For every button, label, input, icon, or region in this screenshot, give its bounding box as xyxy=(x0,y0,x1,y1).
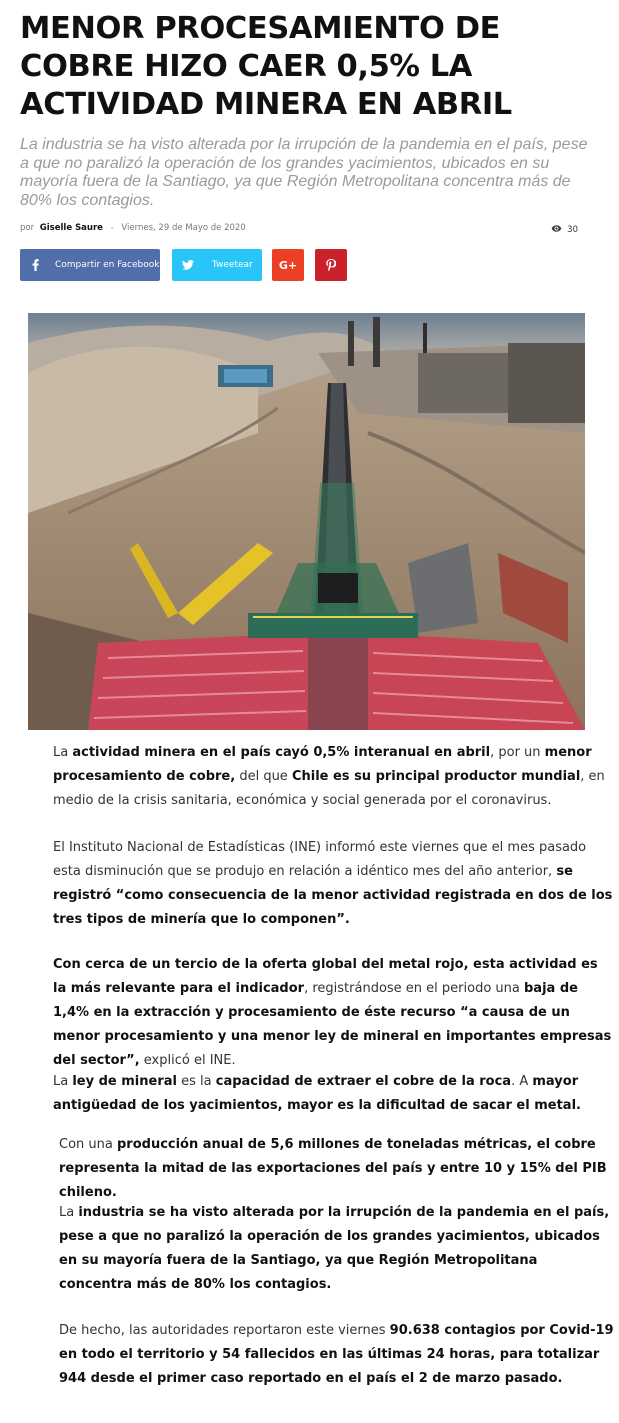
share-google-plus-button[interactable] xyxy=(272,249,304,281)
eye-icon xyxy=(551,223,562,237)
text-run: La xyxy=(53,745,73,760)
bold-text: Chile es su principal productor mundial xyxy=(291,769,581,784)
bold-text: producción anual de 5,6 millones de toneladas métricas, el cobre representa la mitad de las exportaciones del país y entre 10 y 15% del PIB chileno. xyxy=(59,1137,607,1200)
paragraph-1 xyxy=(53,741,613,813)
bold-text: Con cerca de un tercio de la oferta global del metal rojo, esta actividad es la más relevante para el indicador xyxy=(53,957,598,996)
bold-text: capacidad de extraer el cobre de la roca xyxy=(215,1074,512,1089)
paragraph-2 xyxy=(53,836,613,932)
bold-text: ley de mineral xyxy=(72,1074,177,1089)
facebook-icon xyxy=(29,258,41,272)
bold-text: industria se ha visto alterada por la irrupción de la pandemia en el país, pese a que no paralizó la operación de los grandes yacimientos, ubicados en su mayoría fuera de la Santiago, ya que Región Metropolitana concentra más de 80% los contagios. xyxy=(59,1205,610,1292)
share-facebook-label: Compartir en Facebook xyxy=(55,260,160,270)
meta-separator: - xyxy=(110,223,114,233)
pinterest-icon xyxy=(325,258,337,272)
text-run: , por un xyxy=(490,745,545,760)
share-pinterest-button[interactable] xyxy=(315,249,347,281)
article-subtitle: La industria se ha visto alterada por la irrupción de la pandemia en el país, pese a que no paralizó la operación de los grandes yacimientos, ubicados en su mayoría fuera de la Santiago, ya que Región Metropolitana concentra más de 80% los contagios. xyxy=(20,136,588,209)
view-count xyxy=(551,223,578,237)
bold-text: 90.638 contagios por Covid-19 en todo el territorio y 54 fallecidos en las últimas 24 horas, para totalizar 944 desde el primer caso reportado en el país el 2 de marzo pasado. xyxy=(59,1323,614,1386)
twitter-icon xyxy=(182,258,194,272)
bold-text: se registró “como consecuencia de la menor actividad registrada en dos de los tres tipos de minería que lo componen”. xyxy=(53,864,613,927)
paragraph-5 xyxy=(59,1133,614,1205)
article-photo-mine-conveyor xyxy=(28,313,585,730)
bold-text: mayor antigüedad de los yacimientos, mayor es la dificultad de sacar el metal. xyxy=(53,1074,581,1113)
view-count-value: 30 xyxy=(567,225,578,235)
text-run: La xyxy=(53,1074,73,1089)
share-twitter-button[interactable] xyxy=(172,249,262,281)
meta-by-label: por xyxy=(20,223,35,233)
paragraph-4 xyxy=(53,1070,613,1118)
article-title: MENOR PROCESAMIENTO DE COBRE HIZO CAER 0,5% LA ACTIVIDAD MINERA EN ABRIL xyxy=(20,11,512,122)
share-facebook-button[interactable] xyxy=(20,249,160,281)
text-run: , en medio de la crisis sanitaria, económica y social generada por el coronavirus. xyxy=(53,769,605,808)
text-run: De hecho, las autoridades reportaron este viernes xyxy=(59,1323,390,1338)
paragraph-3 xyxy=(53,953,613,1073)
text-run: explicó el INE. xyxy=(139,1053,236,1068)
text-run: , registrándose en el periodo una xyxy=(304,981,524,996)
text-run: Con una xyxy=(59,1137,117,1152)
author-link[interactable]: Giselle Saure xyxy=(39,223,103,233)
paragraph-7 xyxy=(59,1319,614,1391)
text-run: es la xyxy=(176,1074,216,1089)
bold-text: actividad minera en el país cayó 0,5% interanual en abril xyxy=(72,745,491,760)
publish-date: Viernes, 29 de Mayo de 2020 xyxy=(121,223,246,233)
google-plus-icon: G+ xyxy=(278,258,298,272)
text-run: La xyxy=(59,1205,79,1220)
bold-text: baja de 1,4% en la extracción y procesamiento de éste recurso “a causa de un menor procesamiento y una menor ley de mineral en importantes empresas del sector”, xyxy=(53,981,612,1068)
article-meta xyxy=(20,223,580,237)
share-twitter-label: Tweetear xyxy=(212,260,253,270)
text-run: El Instituto Nacional de Estadísticas (INE) informó este viernes que el mes pasado esta disminución que se produjo en relación a idéntico mes del año anterior, xyxy=(53,840,587,879)
text-run: . A xyxy=(511,1074,533,1089)
text-run: del que xyxy=(235,769,292,784)
bold-text: menor procesamiento de cobre, xyxy=(53,745,592,784)
paragraph-6 xyxy=(59,1201,614,1297)
